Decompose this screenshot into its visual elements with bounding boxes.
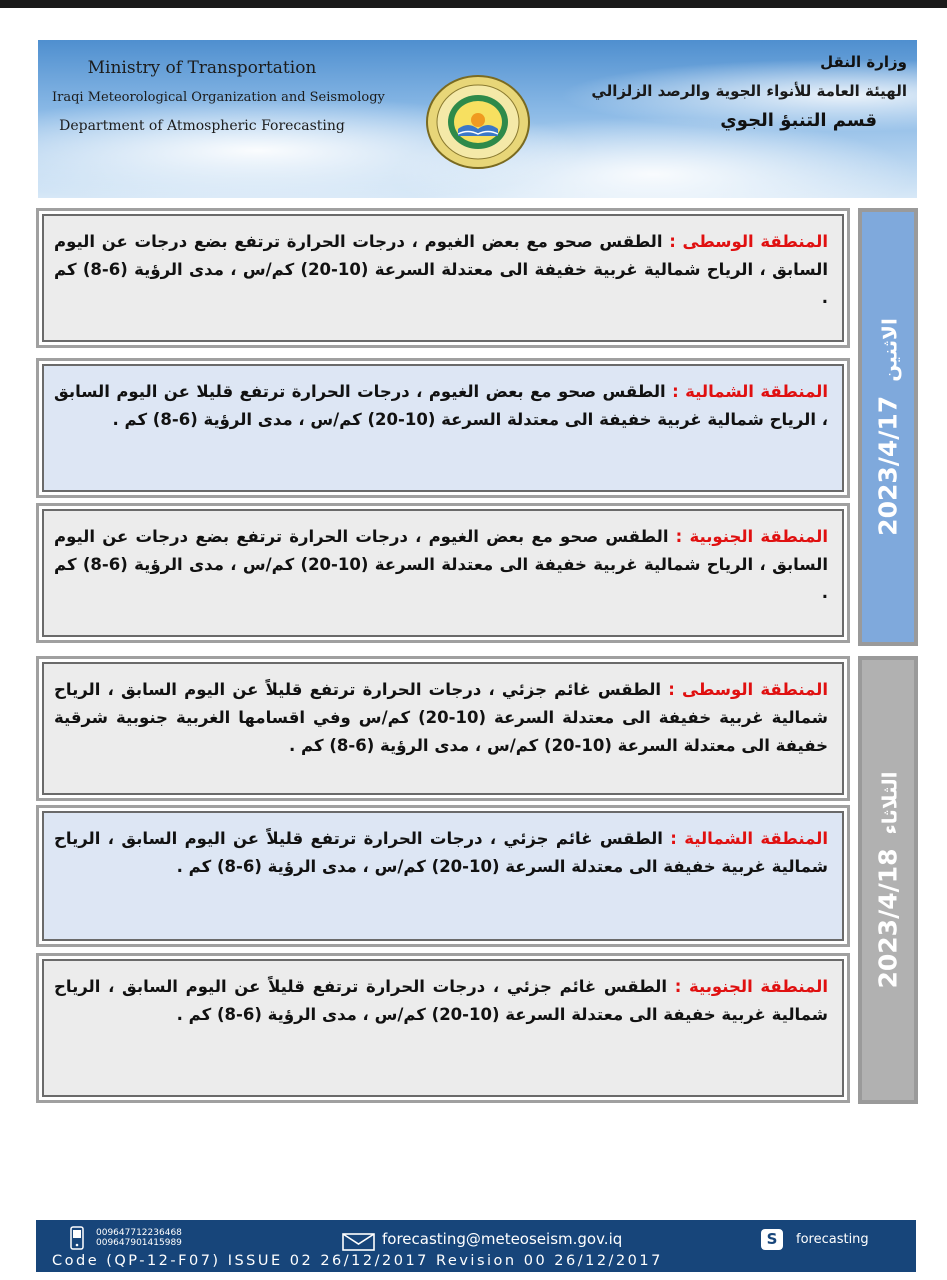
phone-2: 009647901415989 <box>96 1238 182 1248</box>
region-label: المنطقة الجنوبية : <box>675 527 829 546</box>
phone-1: 009647712236468 <box>96 1228 182 1238</box>
date-label: 2023/4/18 <box>873 848 903 989</box>
day-label: الاثنين <box>877 318 902 382</box>
forecast-box-day2-north <box>36 805 850 947</box>
date-label: 2023/4/17 <box>873 395 903 536</box>
arabic-heading <box>547 48 907 135</box>
english-heading <box>52 54 385 141</box>
forecast-text: الطقس صحو مع بعض الغيوم ، درجات الحرارة ترتفع قليلا عن اليوم السابق ، الرياح شمالية غربية خفيفة الى معتدلة السرعة (10-20) كم/س ، مدى الرؤية (6-8) كم . <box>54 382 828 429</box>
region-label: المنطقة الجنوبية : <box>674 977 829 996</box>
skype-icon: S <box>761 1229 783 1250</box>
ministry-name-ar: وزارة النقل <box>820 53 907 71</box>
forecast-box-day2-south <box>36 953 850 1103</box>
footer-bar <box>36 1220 916 1272</box>
department-name-en: Department of Atmospheric Forecasting <box>59 118 345 134</box>
forecast-box-day2-central <box>36 656 850 801</box>
forecast-text: الطقس غائم جزئي ، درجات الحرارة ترتفع قليلاً عن اليوم السابق ، الرياح شمالية غربية خفيفة الى معتدلة السرعة (10-20) كم/س وفي اقسامها الغربية جنوبية شرقية خفيفة الى معتدلة السرعة (10-20) كم/س ، مدى الرؤية (6-8) كم . <box>54 680 828 755</box>
document-code: Code (QP-12-F07) ISSUE 02 26/12/2017 Revision 00 26/12/2017 <box>52 1253 663 1269</box>
ministry-name-en: Ministry of Transportation <box>87 58 317 78</box>
forecast-text: الطقس صحو مع بعض الغيوم ، درجات الحرارة ترتفع بضع درجات عن اليوم السابق ، الرياح شمالية غربية خفيفة الى معتدلة السرعة (10-20) كم/س ، مدى الرؤية (6-8) كم . <box>54 232 828 307</box>
organization-name-en: Iraqi Meteorological Organization and Seismology <box>52 90 385 105</box>
envelope-icon <box>342 1233 375 1251</box>
mobile-phone-icon <box>70 1226 84 1250</box>
region-label: المنطقة الوسطى : <box>669 232 828 251</box>
date-bar-day2 <box>858 656 918 1104</box>
phone-numbers <box>96 1228 182 1248</box>
header-banner <box>38 40 917 198</box>
forecast-box-day1-south <box>36 503 850 643</box>
date-bar-day1 <box>858 208 918 646</box>
forecast-page <box>0 8 947 1280</box>
forecast-box-day1-north <box>36 358 850 498</box>
day-label: الثلاثاء <box>877 771 902 835</box>
region-label: المنطقة الشمالية : <box>670 829 828 848</box>
region-label: المنطقة الوسطى : <box>668 680 828 699</box>
region-label: المنطقة الشمالية : <box>672 382 828 401</box>
forecast-text: الطقس غائم جزئي ، درجات الحرارة ترتفع قليلاً عن اليوم السابق ، الرياح شمالية غربية خفيفة الى معتدلة السرعة (10-20) كم/س ، مدى الرؤية (6-8) كم . <box>54 977 828 1024</box>
department-name-ar: قسم التنبؤ الجوي <box>720 110 877 131</box>
skype-handle: forecasting <box>796 1232 869 1247</box>
email-link[interactable]: forecasting@meteoseism.gov.iq <box>382 1230 623 1248</box>
forecast-box-day1-central <box>36 208 850 348</box>
organization-name-ar: الهيئة العامة للأنواء الجوية والرصد الزلزالي <box>591 82 907 100</box>
forecast-text: الطقس صحو مع بعض الغيوم ، درجات الحرارة ترتفع بضع درجات عن اليوم السابق ، الرياح شمالية غربية خفيفة الى معتدلة السرعة (10-20) كم/س ، مدى الرؤية (6-8) كم . <box>54 527 828 602</box>
forecast-text: الطقس غائم جزئي ، درجات الحرارة ترتفع قليلاً عن اليوم السابق ، الرياح شمالية غربية خفيفة الى معتدلة السرعة (10-20) كم/س ، مدى الرؤية (6-8) كم . <box>54 829 828 876</box>
organization-logo <box>425 74 531 170</box>
